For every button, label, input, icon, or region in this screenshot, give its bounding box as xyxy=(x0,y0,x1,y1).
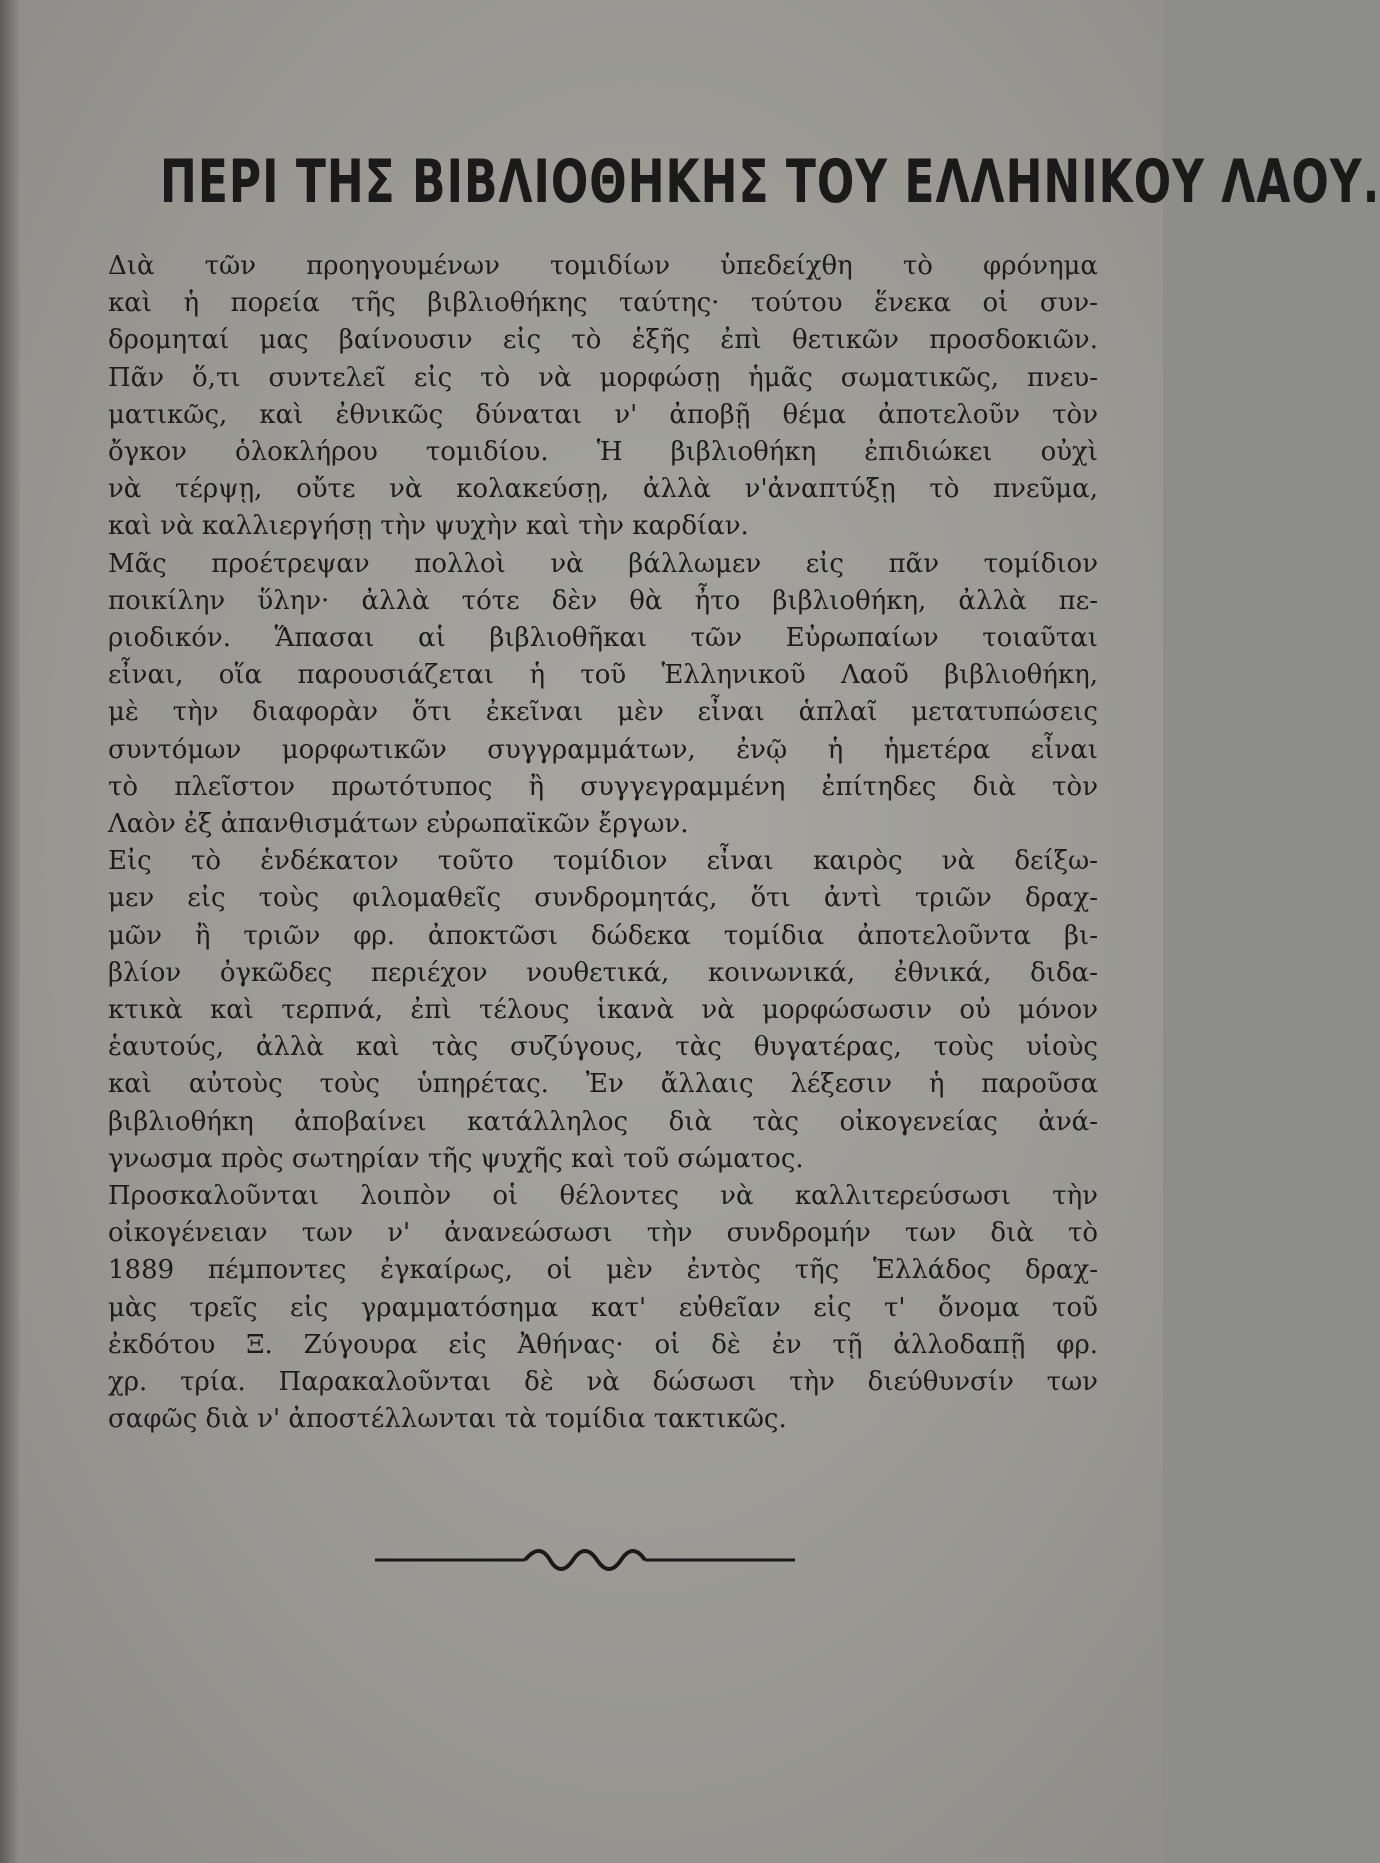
text-line: δρομηταί μας βαίνουσιν εἰς τὸ ἑξῆς ἐπὶ θετικῶν προσδοκιῶν. xyxy=(108,325,1098,356)
text-line: ποικίλην ὕλην· ἀλλὰ τότε δὲν θὰ ἦτο βιβλιοθήκη, ἀλλὰ πε- xyxy=(108,585,1098,616)
text-line: καὶ αὐτοὺς τοὺς ὑπηρέτας. Ἐν ἄλλαις λέξεσιν ἡ παροῦσα xyxy=(108,1069,1098,1100)
text-line: βιβλιοθήκη ἀποβαίνει κατάλληλος διὰ τὰς οἰκογενείας ἀνά- xyxy=(108,1106,1098,1137)
body-text xyxy=(108,248,1098,1439)
text-line: Διὰ τῶν προηγουμένων τομιδίων ὑπεδείχθη τὸ φρόνημα xyxy=(108,251,1098,281)
text-line: χρ. τρία. Παρακαλοῦνται δὲ νὰ δώσωσι τὴν διεύθυνσίν των xyxy=(108,1367,1098,1398)
text-line: μεν εἰς τοὺς φιλομαθεῖς συνδρομητάς, ὅτι ἀντὶ τριῶν δραχ- xyxy=(108,883,1098,914)
text-line: Μᾶς προέτρεψαν πολλοὶ νὰ βάλλωμεν εἰς πᾶν τομίδιον xyxy=(108,548,1098,579)
page-title: ΠΕΡΙ ΤΗΣ ΒΙΒΛΙΟΘΗΚΗΣ ΤΟΥ ΕΛΛΗΝΙΚΟΥ ΛΑΟΥ. xyxy=(160,148,1380,217)
text-line: οἰκογένειαν των ν' ἀνανεώσωσι τὴν συνδρομήν των διὰ τὸ xyxy=(108,1218,1098,1249)
text-line: Προσκαλοῦνται λοιπὸν οἱ θέλοντες νὰ καλλιτερεύσωσι τὴν xyxy=(108,1181,1098,1212)
text-line: ματικῶς, καὶ ἐθνικῶς δύναται ν' ἀποβῇ θέμα ἀποτελοῦν τὸν xyxy=(108,399,1098,430)
text-line: 1889 πέμποντες ἐγκαίρως, οἱ μὲν ἐντὸς τῆς Ἑλλάδος δραχ- xyxy=(108,1255,1098,1286)
text-line: γνωσμα πρὸς σωτηρίαν τῆς ψυχῆς καὶ τοῦ σώματος. xyxy=(108,1143,804,1174)
ornamental-divider xyxy=(375,1540,795,1580)
text-line: ἐκδότου Ξ. Ζύγουρα εἰς Ἀθήνας· οἱ δὲ ἐν τῇ ἀλλοδαπῇ φρ. xyxy=(108,1329,1098,1360)
text-line: ὄγκον ὁλοκλήρου τομιδίου. Ἡ βιβλιοθήκη ἐπιδιώκει οὐχὶ xyxy=(108,437,1098,468)
text-line: τὸ πλεῖστον πρωτότυπος ἢ συγγεγραμμένη ἐπίτηδες διὰ τὸν xyxy=(108,771,1098,802)
text-line: ριοδικόν. Ἅπασαι αἱ βιβλιοθῆκαι τῶν Εὐρωπαίων τοιαῦται xyxy=(108,623,1098,654)
text-line: Λαὸν ἐξ ἀπανθισμάτων εὐρωπαϊκῶν ἔργων. xyxy=(108,809,689,840)
text-line: βλίον ὀγκῶδες περιέχον νουθετικά, κοινωνικά, ἐθνικά, διδα- xyxy=(108,957,1098,988)
text-line: μῶν ἢ τριῶν φρ. ἀποκτῶσι δώδεκα τομίδια ἀποτελοῦντα βι- xyxy=(108,920,1098,951)
text-line: καὶ ἡ πορεία τῆς βιβλιοθήκης ταύτης· τούτου ἕνεκα οἱ συν- xyxy=(108,288,1098,319)
text-line: καὶ νὰ καλλιεργήσῃ τὴν ψυχὴν καὶ τὴν καρδίαν. xyxy=(108,511,749,542)
text-line: συντόμων μορφωτικῶν συγγραμμάτων, ἐνῷ ἡ ἡμετέρα εἶναι xyxy=(108,734,1098,765)
text-line: Πᾶν ὅ,τι συντελεῖ εἰς τὸ νὰ μορφώσῃ ἡμᾶς σωματικῶς, πνευ- xyxy=(108,362,1098,393)
page-edge-shadow xyxy=(0,0,20,1863)
text-line: εἶναι, οἵα παρουσιάζεται ἡ τοῦ Ἑλληνικοῦ Λαοῦ βιβλιοθήκη, xyxy=(108,660,1098,691)
text-line: μὰς τρεῖς εἰς γραμματόσημα κατ' εὐθεῖαν εἰς τ' ὄνομα τοῦ xyxy=(108,1292,1098,1323)
text-line: ἑαυτούς, ἀλλὰ καὶ τὰς συζύγους, τὰς θυγατέρας, τοὺς υἱοὺς xyxy=(108,1032,1098,1063)
text-line: σαφῶς διὰ ν' ἀποστέλλωνται τὰ τομίδια τακτικῶς. xyxy=(108,1404,787,1435)
text-line: μὲ τὴν διαφορὰν ὅτι ἐκεῖναι μὲν εἶναι ἁπλαῖ μετατυπώσεις xyxy=(108,697,1098,728)
text-line: Εἰς τὸ ἑνδέκατον τοῦτο τομίδιον εἶναι καιρὸς νὰ δείξω- xyxy=(108,846,1098,877)
text-line: νὰ τέρψῃ, οὔτε νὰ κολακεύσῃ, ἀλλὰ ν'ἀναπτύξῃ τὸ πνεῦμα, xyxy=(108,474,1098,505)
text-line: κτικὰ καὶ τερπνά, ἐπὶ τέλους ἱκανὰ νὰ μορφώσωσιν οὐ μόνον xyxy=(108,995,1098,1026)
